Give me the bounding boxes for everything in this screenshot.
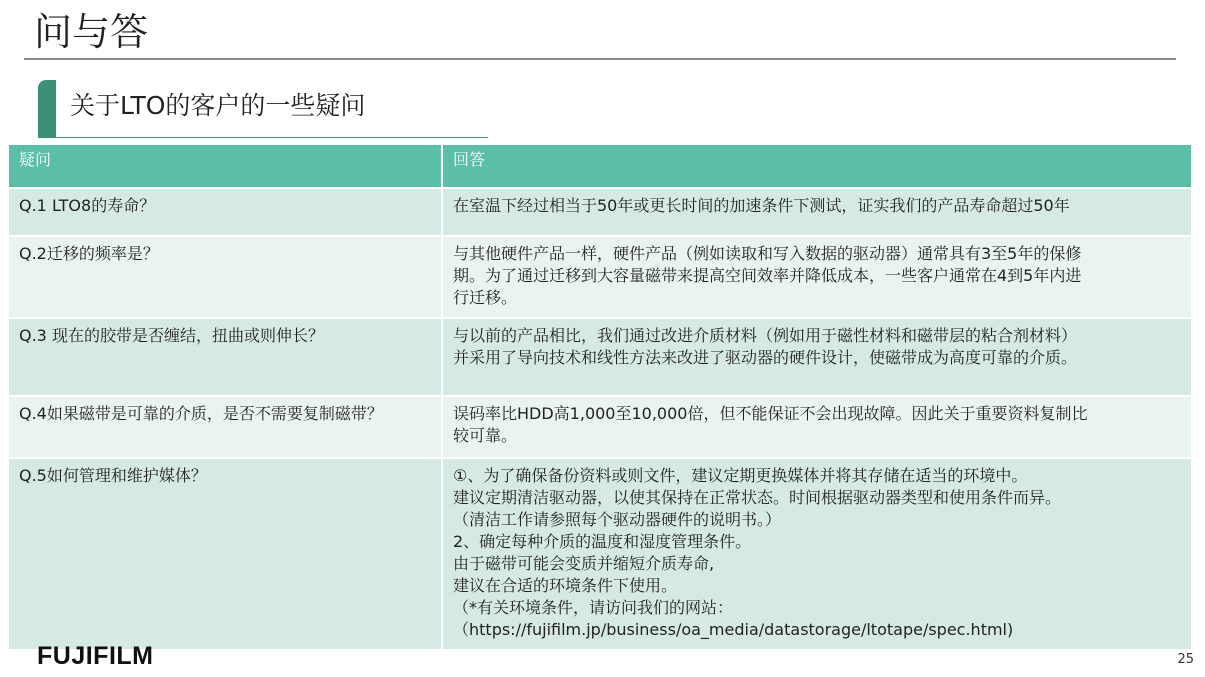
answer-line: 在室温下经过相当于50年或更长时间的加速条件下测试，证实我们的产品寿命超过50年 — [453, 196, 1070, 215]
table-header-row — [8, 144, 1192, 188]
header-answer: 回答 — [442, 144, 1192, 188]
fujifilm-logo: FUJIFILM — [37, 642, 154, 670]
section-title: 关于LTO的客户的一些疑问 — [70, 91, 366, 120]
answer-line: 较可靠。 — [453, 426, 518, 445]
qa-table — [7, 143, 1193, 651]
answer-line: 建议在合适的环境条件下使用。 — [453, 576, 678, 595]
answer-line: 误码率比HDD高1,000至10,000倍，但不能保证不会出现故障。因此关于重要资料复制比 — [453, 404, 1088, 423]
table-row — [8, 236, 1192, 318]
question-cell: Q.5如何管理和维护媒体？ — [8, 458, 442, 650]
table-row — [8, 458, 1192, 650]
page-number: 25 — [1177, 652, 1194, 667]
title-divider — [24, 58, 1176, 60]
section-accent-bar — [38, 80, 56, 138]
question-cell: Q.3 现在的胶带是否缠结，扭曲或则伸长？ — [8, 318, 442, 396]
table-row — [8, 188, 1192, 236]
answer-line: （https://fujifilm.jp/business/oa_media/datastorage/ltotape/spec.html) — [453, 620, 1014, 639]
question-cell: Q.4如果磁带是可靠的介质，是否不需要复制磁带？ — [8, 396, 442, 458]
header-question: 疑问 — [8, 144, 442, 188]
answer-line: 建议定期清洁驱动器，以使其保持在正常状态。时间根据驱动器类型和使用条件而异。 — [453, 488, 1062, 507]
answer-line: 与以前的产品相比，我们通过改进介质材料（例如用于磁性材料和磁带层的粘合剂材料） — [453, 326, 1078, 345]
answer-line: 2、确定每种介质的温度和湿度管理条件。 — [453, 532, 752, 551]
answer-line: （清洁工作请参照每个驱动器硬件的说明书。） — [453, 510, 782, 529]
table-row — [8, 318, 1192, 396]
answer-cell — [442, 396, 1192, 458]
table-row — [8, 396, 1192, 458]
section-divider — [56, 137, 488, 138]
answer-line: 并采用了导向技术和线性方法来改进了驱动器的硬件设计，使磁带成为高度可靠的介质。 — [453, 348, 1078, 367]
answer-line: 由于磁带可能会变质并缩短介质寿命, — [453, 554, 715, 573]
answer-line: ①、为了确保备份资料或则文件，建议定期更换媒体并将其存储在适当的环境中。 — [453, 466, 1028, 485]
page-title: 问与答 — [34, 10, 149, 54]
question-cell: Q.2迁移的频率是？ — [8, 236, 442, 318]
answer-line: （*有关环境条件，请访问我们的网站： — [453, 598, 734, 617]
answer-line: 行迁移。 — [453, 288, 518, 307]
question-cell: Q.1 LTO8的寿命？ — [8, 188, 442, 236]
answer-line: 期。为了通过迁移到大容量磁带来提高空间效率并降低成本，一些客户通常在4到5年内进 — [453, 266, 1082, 285]
answer-cell — [442, 236, 1192, 318]
answer-cell — [442, 188, 1192, 236]
answer-cell — [442, 318, 1192, 396]
answer-line: 与其他硬件产品一样，硬件产品（例如读取和写入数据的驱动器）通常具有3至5年的保修 — [453, 244, 1082, 263]
answer-cell — [442, 458, 1192, 650]
